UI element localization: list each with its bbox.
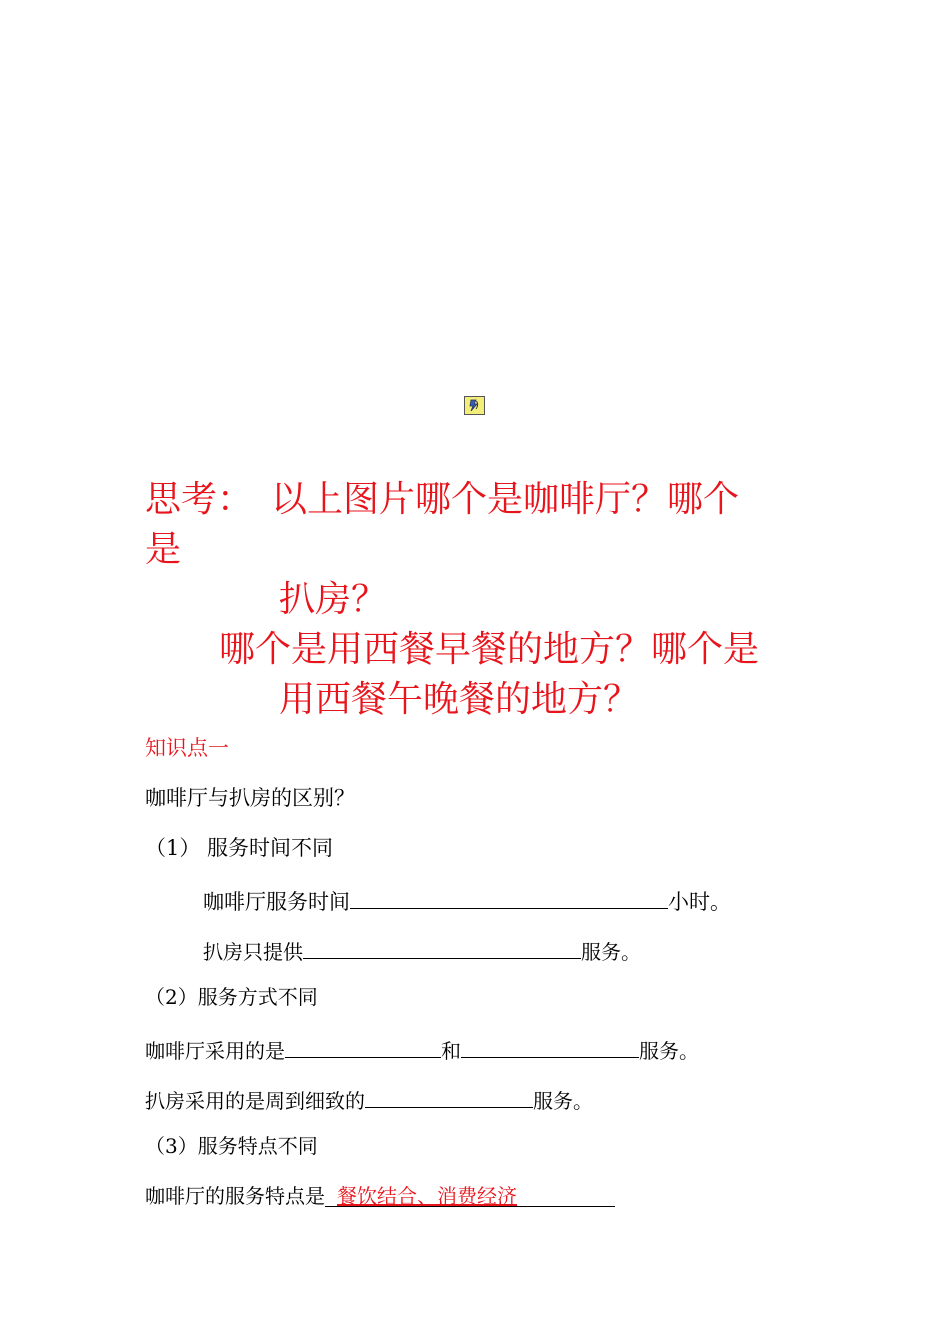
grill-service-suffix: 服务。 [581, 940, 641, 964]
think-question-line-1: 思考： 以上图片哪个是咖啡厅？哪个 [145, 479, 740, 520]
question-cafe-vs-grill: 咖啡厅与扒房的区别？ [145, 786, 355, 810]
grill-method-suffix: 服务。 [533, 1089, 593, 1113]
section-1-cafe-hours-line [203, 888, 731, 913]
cafe-hours-prefix: 咖啡厅服务时间 [203, 890, 350, 914]
cafe-hours-blank[interactable] [350, 888, 668, 909]
cafe-method-blank-1[interactable] [285, 1037, 441, 1058]
broken-image-icon [464, 396, 485, 415]
think-question-line-2: 是 [145, 529, 182, 570]
think-question-line-4: 哪个是用西餐早餐的地方？哪个是 [219, 629, 760, 670]
cafe-method-and: 和 [441, 1039, 461, 1063]
grill-service-prefix: 扒房只提供 [203, 940, 303, 964]
section-3-title: （3）服务特点不同 [145, 1134, 318, 1158]
grill-method-prefix: 扒房采用的是周到细致的 [145, 1089, 365, 1113]
section-2-cafe-line [145, 1037, 699, 1061]
knowledge-point-heading: 知识点一 [145, 736, 229, 760]
cafe-method-blank-2[interactable] [461, 1037, 639, 1058]
cafe-hours-suffix: 小时。 [668, 890, 731, 914]
cafe-method-suffix: 服务。 [639, 1039, 699, 1063]
cafe-feature-prefix: 咖啡厅的服务特点是 [145, 1184, 325, 1208]
section-3-cafe-line [145, 1186, 615, 1207]
think-question-line-3: 扒房？ [279, 579, 388, 620]
section-2-grill-line [145, 1087, 593, 1111]
section-2-title: （2）服务方式不同 [145, 985, 318, 1009]
section-1-grill-line [203, 938, 641, 962]
section-1-title: （1） 服务时间不同 [145, 836, 334, 860]
grill-method-blank[interactable] [365, 1087, 533, 1108]
grill-service-blank[interactable] [303, 938, 581, 959]
cafe-feature-answer[interactable]: 餐饮结合、消费经济 [325, 1186, 615, 1207]
cafe-method-prefix: 咖啡厅采用的是 [145, 1039, 285, 1063]
think-question-line-5: 用西餐午晚餐的地方？ [279, 679, 640, 720]
